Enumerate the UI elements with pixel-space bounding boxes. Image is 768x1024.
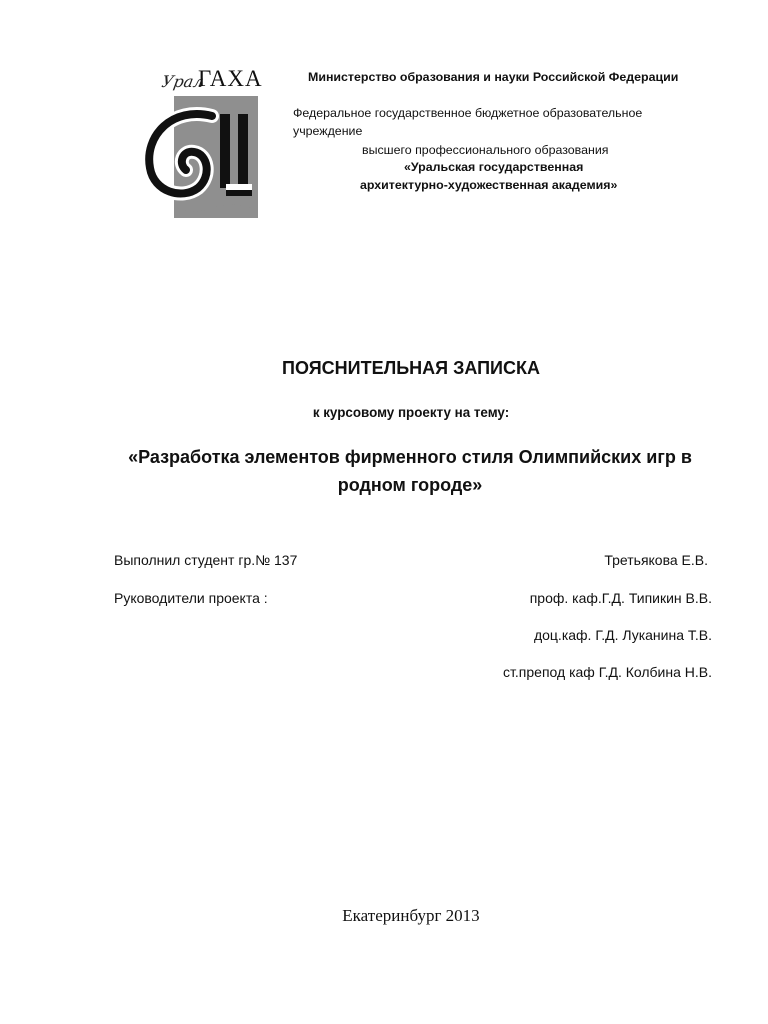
supervisors-label: Руководители проекта : [114, 590, 268, 606]
supervisor-name: проф. каф.Г.Д. Типикин В.В. [529, 590, 712, 606]
document-title: ПОЯСНИТЕЛЬНАЯ ЗАПИСКА [282, 358, 540, 378]
supervisor-name: ст.препод каф Г.Д. Колбина Н.В. [503, 664, 712, 680]
supervisor-name: доц.каф. Г.Д. Луканина Т.В. [533, 627, 712, 643]
institution-line: высшего профессионального образования [362, 143, 609, 157]
institution-line: учреждение [293, 124, 363, 138]
institution-line: Федеральное государственное бюджетное образовательное [293, 106, 643, 120]
academy-logo [140, 66, 265, 218]
student-name: Третьякова Е.В. [604, 552, 708, 568]
student-label: Выполнил студент гр.№ 137 [114, 552, 298, 568]
institution-name-line: архитектурно-художественная академия» [360, 178, 618, 192]
document-subtitle: к курсовому проекту на тему: [312, 405, 510, 420]
logo-script-text: Урал [160, 72, 206, 91]
academy-emblem-icon [142, 96, 260, 218]
city-year: Екатеринбург 2013 [342, 906, 480, 925]
ministry-heading: Министерство образования и науки Российской Федерации [308, 70, 679, 84]
institution-name-line: «Уральская государственная [404, 160, 584, 174]
project-topic: «Разработка элементов фирменного стиля Олимпийских игр в родном городе» [128, 447, 692, 495]
logo-main-text: ГАХА [198, 66, 263, 91]
